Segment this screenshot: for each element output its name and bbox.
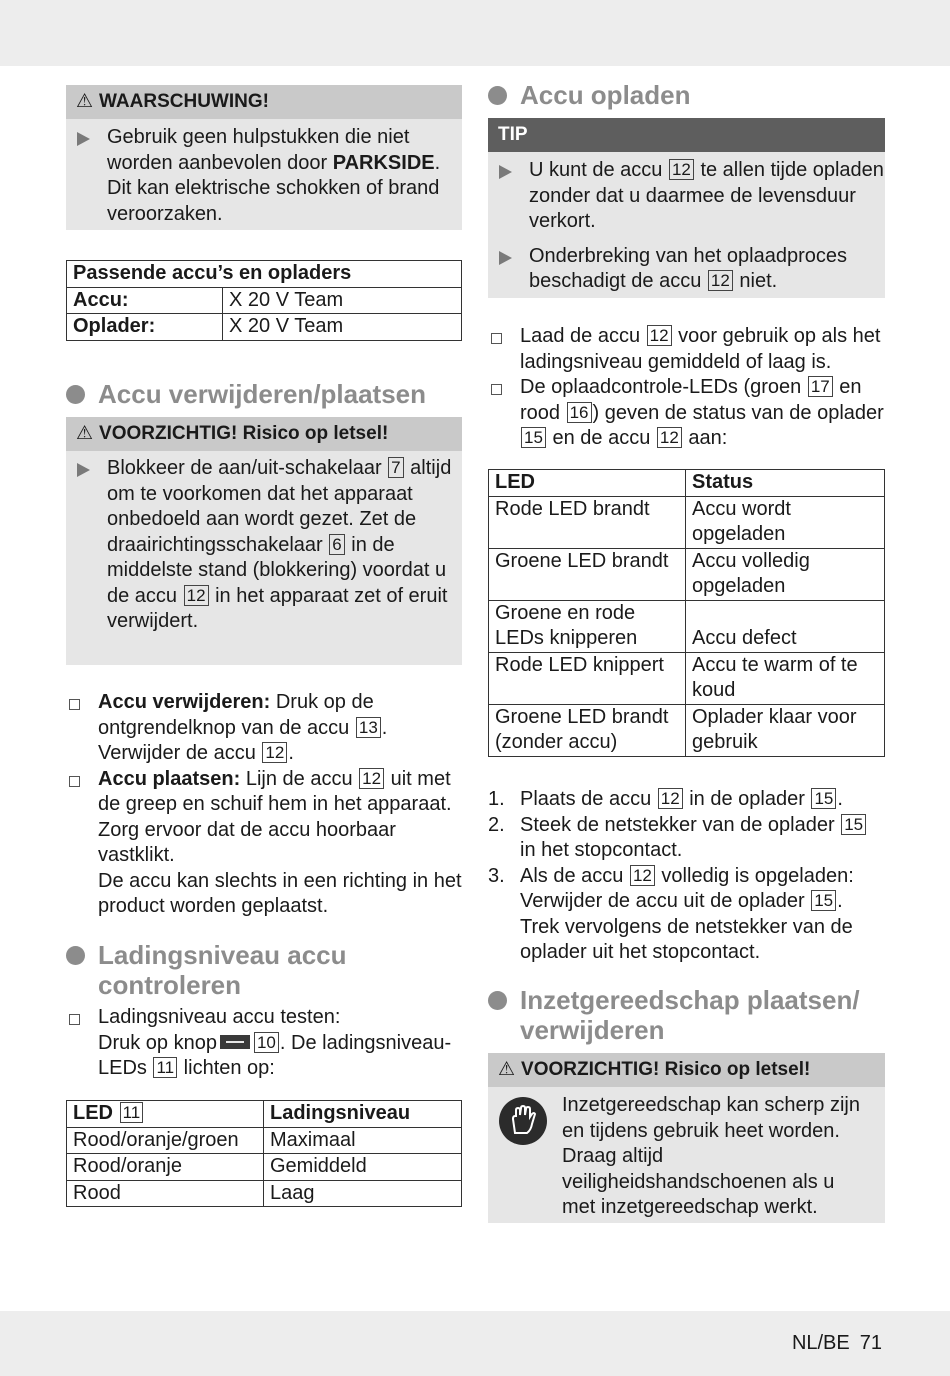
ref-number: 12 [262, 742, 287, 763]
accu-charger-table [66, 260, 462, 341]
table-title: Passende accu’s en opladers [67, 261, 462, 288]
table-cell: Accu defect [686, 600, 885, 652]
warning-title: WAARSCHUWING! [99, 91, 269, 112]
text: aan: [682, 427, 728, 449]
caution-body [488, 1087, 885, 1221]
ref-number: 11 [120, 1102, 144, 1123]
table-cell: Accu: [67, 287, 223, 314]
item-label: Accu plaatsen: [98, 767, 241, 790]
table-row [67, 287, 462, 314]
text: Ladingsniveau accu testen: [98, 1006, 341, 1028]
caution-title: VOORZICHTIG! Risico op letsel! [521, 1059, 811, 1080]
table-cell: Maximaal [264, 1127, 462, 1154]
text: Steek de netstekker van de oplader [520, 813, 841, 836]
text: uit met de greep en schuif hem in het apparaat. Zorg ervoor dat de accu hoorbaar vastklikt. [98, 767, 452, 866]
text: Druk op de ontgrendelknop van de accu [98, 691, 374, 739]
text: Laad de accu [520, 325, 646, 347]
language-code: NL/BE [791, 1332, 850, 1354]
warning-triangle-icon: ⚠ [76, 423, 94, 444]
ref-number: 12 [184, 585, 209, 606]
table-row [489, 496, 885, 548]
ref-number: 15 [521, 427, 546, 448]
tip-box [488, 118, 885, 298]
text: Als de accu [520, 864, 629, 887]
page-footer [782, 1332, 882, 1355]
text: Plaats de accu [520, 788, 657, 810]
heading-text: Accu opladen [520, 80, 691, 110]
list-item [66, 767, 462, 920]
ref-number: 13 [356, 717, 381, 738]
button-symbol-icon [220, 1035, 250, 1049]
triangle-bullet-icon [499, 165, 512, 179]
text: voor gebruik op als het ladingsniveau gemiddeld of laag is. [520, 325, 881, 373]
list-item [488, 375, 885, 452]
text: . De ladingsniveau-LEDs [98, 1031, 452, 1079]
heading-text: Inzetgereedschap plaatsen/ verwijderen [520, 985, 860, 1045]
text: Druk op knop [98, 1031, 217, 1054]
text: . [837, 788, 843, 810]
top-bar [0, 0, 950, 66]
bullet-dot-icon [66, 946, 85, 965]
text: en de accu [546, 427, 656, 449]
caution-text: Inzetgereedschap kan scherp zijn en tijdens gebruik heet worden. Draag altijd veiligheidshandschoenen als u met inzetgereedschap werkt. [562, 1094, 860, 1218]
text: in het apparaat zet of eruit verwijdert. [107, 584, 448, 632]
table-row [67, 1154, 462, 1181]
item-label: Accu verwijderen: [98, 691, 271, 713]
ref-number: 6 [329, 534, 344, 555]
step-number: 3. [488, 864, 505, 887]
table-cell: X 20 V Team [223, 314, 462, 341]
list-item [66, 1005, 462, 1082]
ref-number: 10 [254, 1032, 279, 1053]
tip-item [488, 244, 885, 295]
triangle-bullet-icon [77, 463, 90, 477]
text: niet. [733, 270, 778, 292]
ref-number: 12 [657, 427, 682, 448]
table-row [67, 1127, 462, 1154]
table-cell: Rode LED knippert [489, 652, 686, 704]
bullet-dot-icon [488, 991, 507, 1010]
table-row [489, 652, 885, 704]
bullet-dot-icon [488, 86, 507, 105]
steps-list [488, 787, 885, 966]
checkbox-bullet-icon [69, 1014, 80, 1025]
text: ) geven de status van de oplader [592, 401, 884, 424]
section-heading-charge [488, 80, 885, 110]
ref-number: 12 [658, 788, 683, 809]
text: volledig is opgeladen: Verwijder de accu uit de oplader [520, 864, 854, 912]
ref-number: 12 [647, 325, 672, 346]
text: . Verwijder de accu [98, 716, 388, 764]
warning-triangle-icon: ⚠ [498, 1059, 516, 1080]
step-number: 2. [488, 813, 505, 836]
table-header-row [489, 470, 885, 497]
table-header-row [67, 1101, 462, 1128]
ref-number: 7 [388, 457, 403, 478]
table-header-cell: Status [686, 470, 885, 497]
warning-box [66, 85, 462, 230]
text: lichten op: [178, 1057, 275, 1079]
status-table [488, 469, 885, 757]
table-cell: Laag [264, 1180, 462, 1207]
checkbox-bullet-icon [69, 776, 80, 787]
table-cell: Accu volledig opgeladen [686, 548, 885, 600]
ref-number: 12 [359, 768, 384, 789]
text: te allen tijde opladen zonder dat u daarmee de levensduur verkort. [529, 159, 884, 232]
tip-header: TIP [488, 118, 885, 152]
ref-number: 17 [808, 376, 833, 397]
list-item [66, 690, 462, 767]
ref-number: 16 [567, 402, 592, 423]
caution-item [66, 456, 462, 635]
table-row [67, 314, 462, 341]
table-cell: X 20 V Team [223, 287, 462, 314]
ref-number: 12 [669, 159, 694, 180]
level-table [66, 1100, 462, 1207]
charge-list [488, 324, 885, 452]
table-row [489, 548, 885, 600]
caution-header [66, 417, 462, 451]
text: . Trek vervolgens de netstekker van de oplader uit het stopcontact. [520, 890, 853, 963]
checkbox-bullet-icon [491, 384, 502, 395]
list-item [488, 787, 885, 813]
text: altijd om te voorkomen dat het apparaat onbedoeld aan wordt gezet. Zet de draairichtingsschakelaar [107, 457, 452, 556]
section-heading-level [66, 940, 462, 1000]
warning-item [66, 125, 462, 227]
safety-glove-icon [499, 1097, 547, 1145]
header-text: LED [73, 1102, 113, 1124]
list-item [488, 324, 885, 375]
text: en rood [520, 376, 862, 424]
tip-item [488, 158, 885, 235]
checkbox-bullet-icon [491, 333, 502, 344]
text: Lijn de accu [240, 767, 359, 790]
ref-number: 15 [841, 814, 866, 835]
ref-number: 11 [153, 1057, 177, 1078]
table-cell: Rood/oranje/groen [67, 1127, 264, 1154]
text: Onderbreking van het oplaadproces beschadigt de accu [529, 244, 847, 292]
text: U kunt de accu [529, 159, 668, 181]
table-cell: Groene en rode LEDs knipperen [489, 600, 686, 652]
caution-header [488, 1053, 885, 1087]
section-heading-remove [66, 379, 462, 409]
heading-text: Ladingsniveau accu controleren [98, 940, 347, 1000]
remove-insert-list [66, 690, 462, 920]
table-row [67, 1180, 462, 1207]
table-cell: Rood/oranje [67, 1154, 264, 1181]
warning-triangle-icon: ⚠ [76, 91, 94, 112]
page-number: 71 [859, 1332, 882, 1354]
list-item [488, 864, 885, 966]
triangle-bullet-icon [77, 132, 90, 146]
text: . [288, 742, 294, 764]
table-cell: Rode LED brandt [489, 496, 686, 548]
warning-header [66, 85, 462, 119]
text: . Dit kan elektrische schokken of brand veroorzaken. [107, 151, 441, 225]
table-row [489, 704, 885, 756]
list-item [488, 813, 885, 864]
text: Gebruik geen hulpstukken die niet worden aanbevolen door [107, 126, 410, 174]
ref-number: 15 [811, 890, 836, 911]
text: De oplaadcontrole-LEDs (groen [520, 376, 807, 398]
triangle-bullet-icon [499, 251, 512, 265]
caution-title: VOORZICHTIG! Risico op letsel! [99, 423, 389, 444]
section-heading-tool [488, 985, 885, 1045]
caution-box-tool [488, 1053, 885, 1223]
table-row [489, 600, 885, 652]
brand-name: PARKSIDE [332, 151, 435, 174]
checkbox-bullet-icon [69, 699, 80, 710]
table-cell: Groene LED brandt [489, 548, 686, 600]
table-cell: Accu wordt opgeladen [686, 496, 885, 548]
caution-box [66, 417, 462, 665]
level-list [66, 1005, 462, 1082]
bullet-dot-icon [66, 385, 85, 404]
ref-number: 12 [630, 865, 655, 886]
text: in de middelste stand (blokkering) voordat u de accu [107, 533, 447, 607]
text: in de oplader [683, 788, 811, 810]
table-header-cell: Ladingsniveau [264, 1101, 462, 1128]
table-cell: Accu te warm of te koud [686, 652, 885, 704]
text: in het stopcontact. [520, 839, 683, 861]
table-cell: Groene LED brandt (zonder accu) [489, 704, 686, 756]
table-header-cell: LED [489, 470, 686, 497]
item-note: De accu kan slechts in een richting in het product worden geplaatst. [98, 869, 462, 917]
table-cell: Oplader klaar voor gebruik [686, 704, 885, 756]
text: Blokkeer de aan/uit-schakelaar [107, 457, 388, 479]
step-number: 1. [488, 788, 505, 810]
table-cell: Gemiddeld [264, 1154, 462, 1181]
ref-number: 15 [811, 788, 836, 809]
table-cell: Rood [67, 1180, 264, 1207]
ref-number: 12 [708, 270, 733, 291]
heading-text: Accu verwijderen/plaatsen [98, 379, 427, 409]
table-header-cell [67, 1101, 264, 1128]
table-cell: Oplader: [67, 314, 223, 341]
